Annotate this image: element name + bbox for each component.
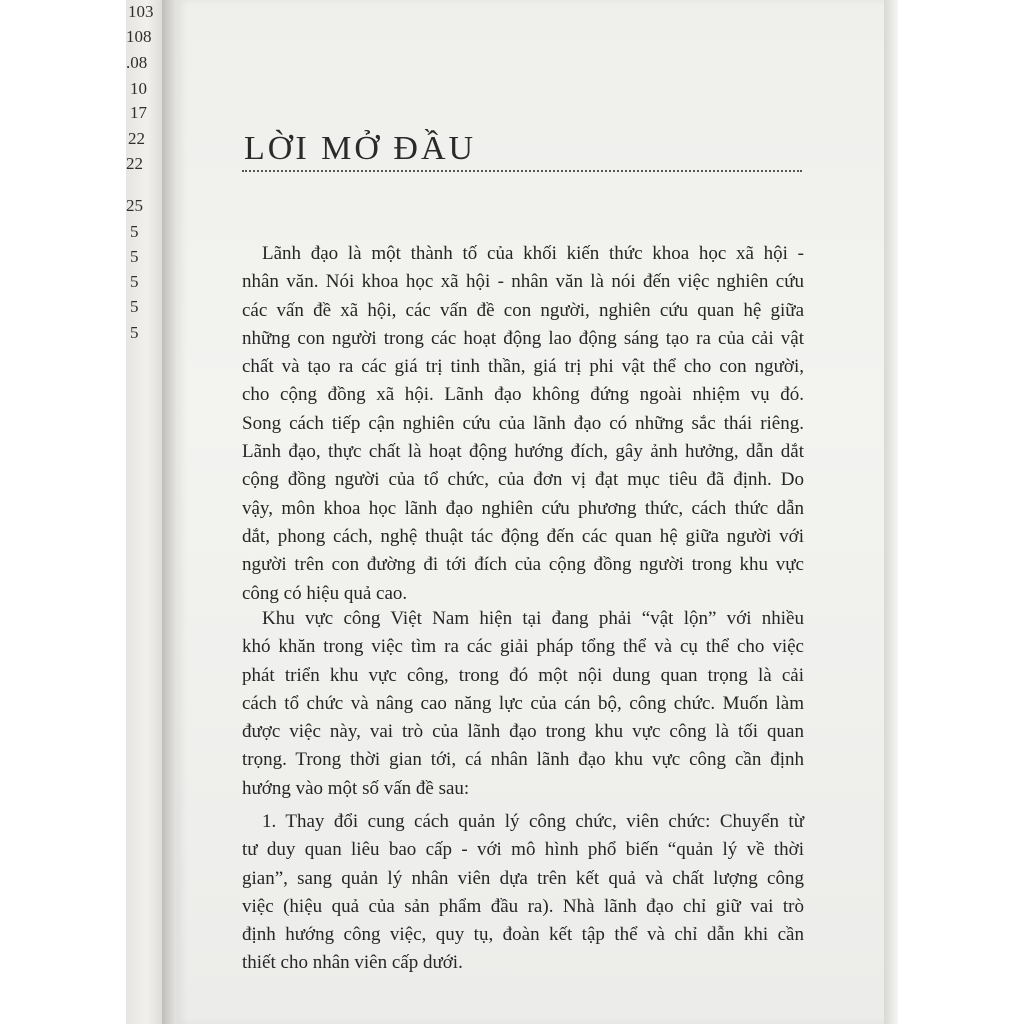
toc-page-number: 10 bbox=[130, 79, 147, 98]
toc-page-number: 5 bbox=[130, 222, 139, 241]
text-line: hướng vào một số vấn đề sau: bbox=[242, 777, 470, 799]
text-line: thiết cho nhân viên cấp dưới. bbox=[242, 952, 463, 974]
text-line: phát triển khu vực công, trong đó một nội dung quan trọng là cải bbox=[242, 664, 804, 686]
toc-page-number: 5 bbox=[130, 297, 139, 316]
text-line: những con người trong các hoạt động lao động sáng tạo ra của cải vật bbox=[242, 327, 804, 349]
page-gutter bbox=[162, 0, 176, 1024]
text-line: dắt, phong cách, nghệ thuật tác động đến các quan hệ giữa người với bbox=[242, 525, 804, 547]
text-line: các vấn đề xã hội, các vấn đề con người, nghiên cứu quan hệ giữa bbox=[242, 299, 804, 321]
text-line: Lãnh đạo là một thành tố của khối kiến thức khoa học xã hội - bbox=[262, 243, 804, 264]
page-title: LỜI MỞ ĐẦU bbox=[244, 130, 477, 167]
text-line: chất và tạo ra các giá trị tinh thần, giá trị phi vật thể cho con người, bbox=[242, 356, 804, 378]
toc-page-number: 22 bbox=[126, 154, 143, 173]
toc-page-number: 17 bbox=[130, 103, 147, 122]
text-line: 1. Thay đổi cung cách quản lý công chức, viên chức: Chuyển từ bbox=[262, 811, 804, 832]
text-line: cách tổ chức và nâng cao năng lực của cán bộ, công chức. Muốn làm bbox=[242, 692, 804, 714]
text-line: Song cách tiếp cận nghiên cứu của lãnh đạo có những sắc thái riêng. bbox=[242, 412, 804, 434]
toc-page-number: .08 bbox=[126, 53, 148, 72]
toc-page-number: 5 bbox=[130, 272, 139, 291]
text-line: tư duy quan liêu bao cấp - với mô hình phổ biến “quản lý về thời bbox=[242, 839, 804, 861]
text-line: Lãnh đạo, thực chất là hoạt động hướng đích, gây ảnh hưởng, dẫn dắt bbox=[242, 441, 804, 463]
text-line: vậy, môn khoa học lãnh đạo nghiên cứu phương thức, cách thức dẫn bbox=[242, 497, 804, 519]
paragraph bbox=[242, 605, 804, 803]
text-line: được việc này, vai trò của lãnh đạo trong khu vực công là tối quan bbox=[242, 721, 804, 743]
text-line: công có hiệu quả cao. bbox=[242, 582, 408, 604]
toc-page-number: 5 bbox=[130, 247, 139, 266]
text-line: trọng. Trong thời gian tới, cá nhân lãnh đạo khu vực công cần định bbox=[242, 749, 804, 771]
toc-page-number: 103 bbox=[128, 2, 154, 21]
text-line: khó khăn trong việc tìm ra các giải pháp tổng thể và cụ thể cho việc bbox=[242, 636, 804, 658]
toc-page-number: 108 bbox=[126, 27, 152, 46]
text-line: Khu vực công Việt Nam hiện tại đang phải “vật lộn” với nhiều bbox=[262, 608, 804, 629]
text-line: nhân văn. Nói khoa học xã hội - nhân văn là nói đến việc nghiên cứu bbox=[242, 271, 804, 293]
page-edge bbox=[884, 0, 898, 1024]
text-line: cho cộng đồng xã hội. Lãnh đạo không đứng ngoài nhiệm vụ đó. bbox=[242, 384, 804, 406]
toc-page-number: 5 bbox=[130, 323, 139, 342]
title-dotted-divider bbox=[242, 170, 802, 172]
toc-page-number: 22 bbox=[128, 129, 145, 148]
paragraph bbox=[242, 240, 804, 608]
text-line: gian”, sang quản lý nhân viên dựa trên kết quả và chất lượng công bbox=[242, 867, 804, 889]
toc-page-number: 25 bbox=[126, 196, 143, 215]
text-line: cộng đồng người của tổ chức, của đơn vị đạt mục tiêu đã định. Do bbox=[242, 469, 804, 491]
text-line: việc (hiệu quả của sản phẩm đầu ra). Nhà lãnh đạo chỉ giữ vai trò bbox=[242, 895, 804, 917]
text-line: định hướng công việc, quy tụ, đoàn kết tập thể và chỉ dẫn khi cần bbox=[242, 924, 804, 946]
paragraph bbox=[242, 808, 804, 978]
text-line: người trên con đường đi tới đích của cộng đồng người trong khu vực bbox=[242, 554, 804, 576]
